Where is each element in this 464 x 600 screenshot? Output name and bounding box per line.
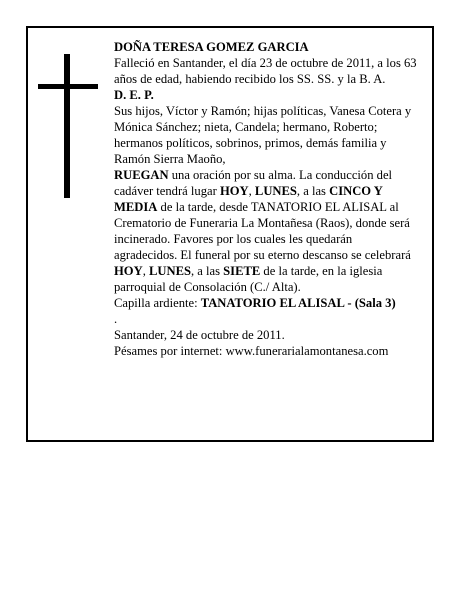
- death-info: Falleció en Santander, el día 23 de octubre de 2011, a los 63 años de edad, habiendo recibido los SS. SS. y la B. A.: [114, 56, 417, 86]
- hoy-word-2: HOY: [114, 264, 143, 278]
- ceremony-text-3: de la tarde, desde TANATORIO EL ALISAL al Crematorio de Funeraria La Montañesa (Raos), donde será incinerado. Favores por los cuales les quedarán agradecidos. El funeral por su eterno descanso se celebrará: [114, 200, 411, 262]
- cross-horizontal-bar: [38, 84, 98, 89]
- comma-1: ,: [248, 184, 255, 198]
- family-list: Sus hijos, Víctor y Ramón; hijas políticas, Vanesa Cotera y Mónica Sánchez; nieta, Candela; hermano, Roberto; hermanos políticos, sobrinos, primos, demás familia y Ramón Sierra Maoño,: [114, 104, 412, 166]
- ceremony-text-2: , a las: [296, 184, 330, 198]
- capilla-value: TANATORIO EL ALISAL - (Sala 3): [200, 296, 396, 310]
- lunes-word-2: LUNES: [148, 264, 191, 278]
- dep-line: D. E. P.: [114, 88, 154, 102]
- lunes-word-1: LUNES: [254, 184, 297, 198]
- deceased-name: DOÑA TERESA GOMEZ GARCIA: [114, 40, 309, 54]
- hoy-word-1: HOY: [219, 184, 249, 198]
- date-line: Santander, 24 de octubre de 2011.: [114, 328, 285, 342]
- cross-vertical-bar: [64, 54, 70, 198]
- ceremony-text-5: de la tarde, en la iglesia parroquial de Consolación (C./ Alta).: [114, 264, 383, 294]
- trailing-dot: .: [114, 312, 118, 326]
- cinco-y-media: CINCO Y MEDIA: [114, 184, 383, 214]
- capilla-label: Capilla ardiente:: [114, 296, 201, 310]
- siete-word: SIETE: [223, 264, 261, 278]
- ruegan-word: RUEGAN: [114, 168, 169, 182]
- ceremony-info: [114, 167, 418, 295]
- capilla-ardiente: [114, 295, 418, 311]
- condolences-line: Pésames por internet: www.funerarialamontanesa.com: [114, 344, 389, 358]
- ceremony-text-4: , a las: [190, 264, 224, 278]
- obituary-text: [114, 39, 418, 359]
- cross-icon: [38, 54, 98, 198]
- ceremony-text-1: una oración por su alma. La conducción del cadáver tendrá lugar: [114, 168, 393, 198]
- comma-2: ,: [142, 264, 149, 278]
